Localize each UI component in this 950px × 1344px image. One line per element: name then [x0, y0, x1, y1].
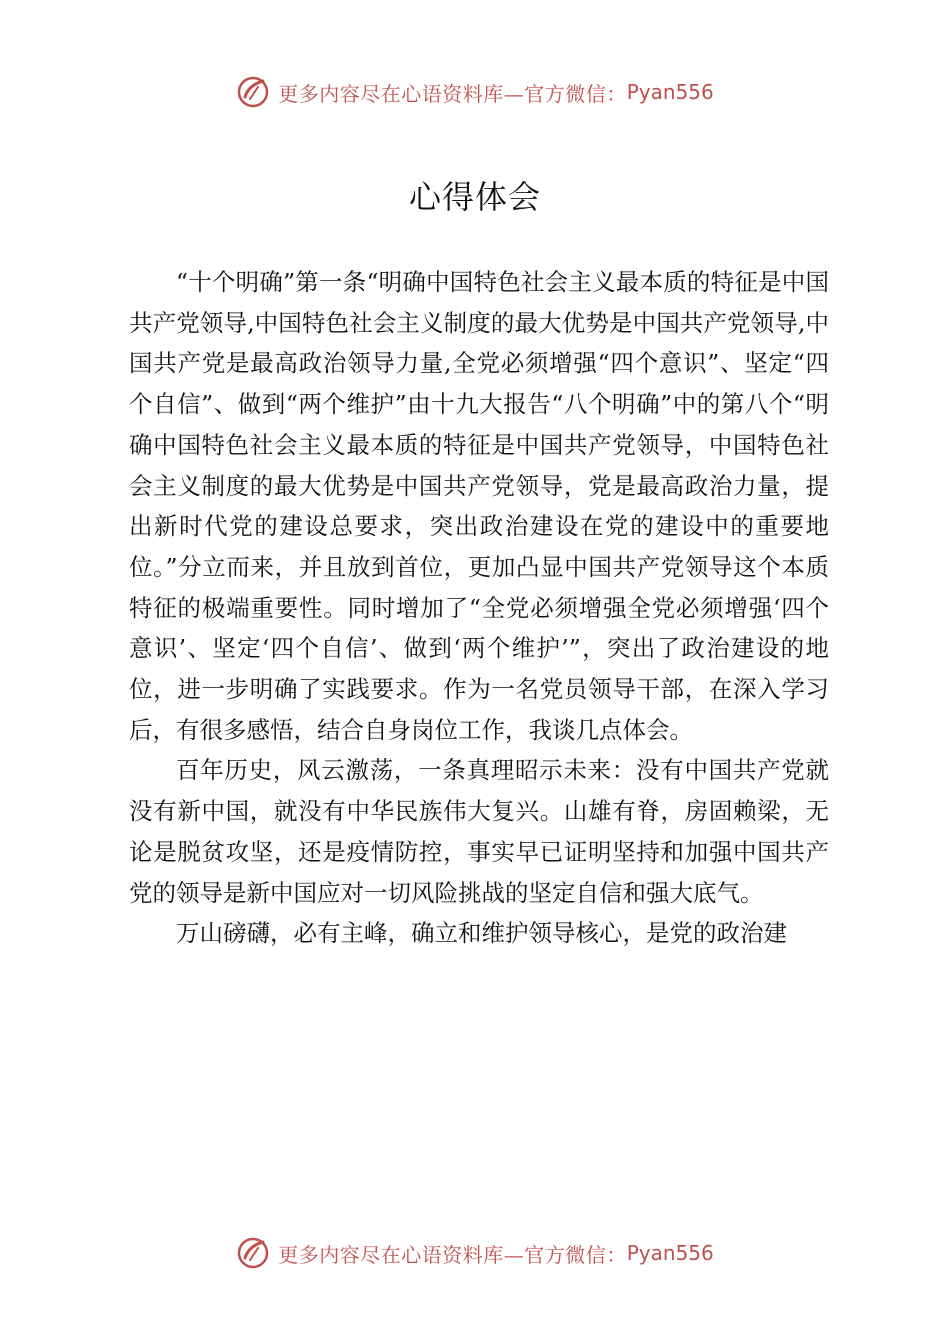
footer-watermark: [0, 1233, 950, 1273]
brand-logo-icon: [236, 1236, 270, 1270]
watermark-wechat-id: Pyan556: [626, 1241, 714, 1265]
paragraph-3: 万山磅礴，必有主峰，确立和维护领导核心，是党的政治建: [176, 919, 787, 948]
watermark-text: 更多内容尽在心语资料库—官方微信：: [278, 1242, 627, 1267]
paragraph-2: 百年历史，风云激荡，一条真理昭示未来：没有中国共产党就没有新中国，就没有中华民族伟大复兴。山雄有脊，房固赖梁，无论是脱贫攻坚，还是疫情防控，事实早已证明坚持和加强中国共产党的领导是新中国应对一切风险挑战的坚定自信和强大底气。: [129, 756, 829, 907]
document-body: [129, 262, 829, 954]
paragraph-1: “十个明确”第一条“明确中国特色社会主义最本质的特征是中国共产党领导,中国特色社会主义制度的最大优势是中国共产党领导,中国共产党是最高政治领导力量,全党必须增强“四个意识”、坚定“四个自信”、做到“两个维护”由十九大报告“八个明确”中的第八个“明确中国特色社会主义最本质的特征是中国共产党领导，中国特色社会主义制度的最大优势是中国共产党领导，党是最高政治力量，提出新时代党的建设总要求，突出政治建设在党的建设中的重要地位。”分立而来，并且放到首位，更加凸显中国共产党领导这个本质特征的极端重要性。同时增加了“全党必须增强全党必须增强‘四个意识’、坚定‘四个自信’、做到‘两个维护’”，突出了政治建设的地位，进一步明确了实践要求。作为一名党员领导干部，在深入学习后，有很多感悟，结合自身岗位工作，我谈几点体会。: [129, 268, 829, 744]
header-watermark: [0, 72, 950, 112]
brand-logo-icon: [236, 75, 270, 109]
page-title: 心得体会: [408, 178, 541, 216]
watermark-wechat-id: Pyan556: [626, 80, 714, 104]
watermark-text: 更多内容尽在心语资料库—官方微信：: [278, 81, 627, 106]
